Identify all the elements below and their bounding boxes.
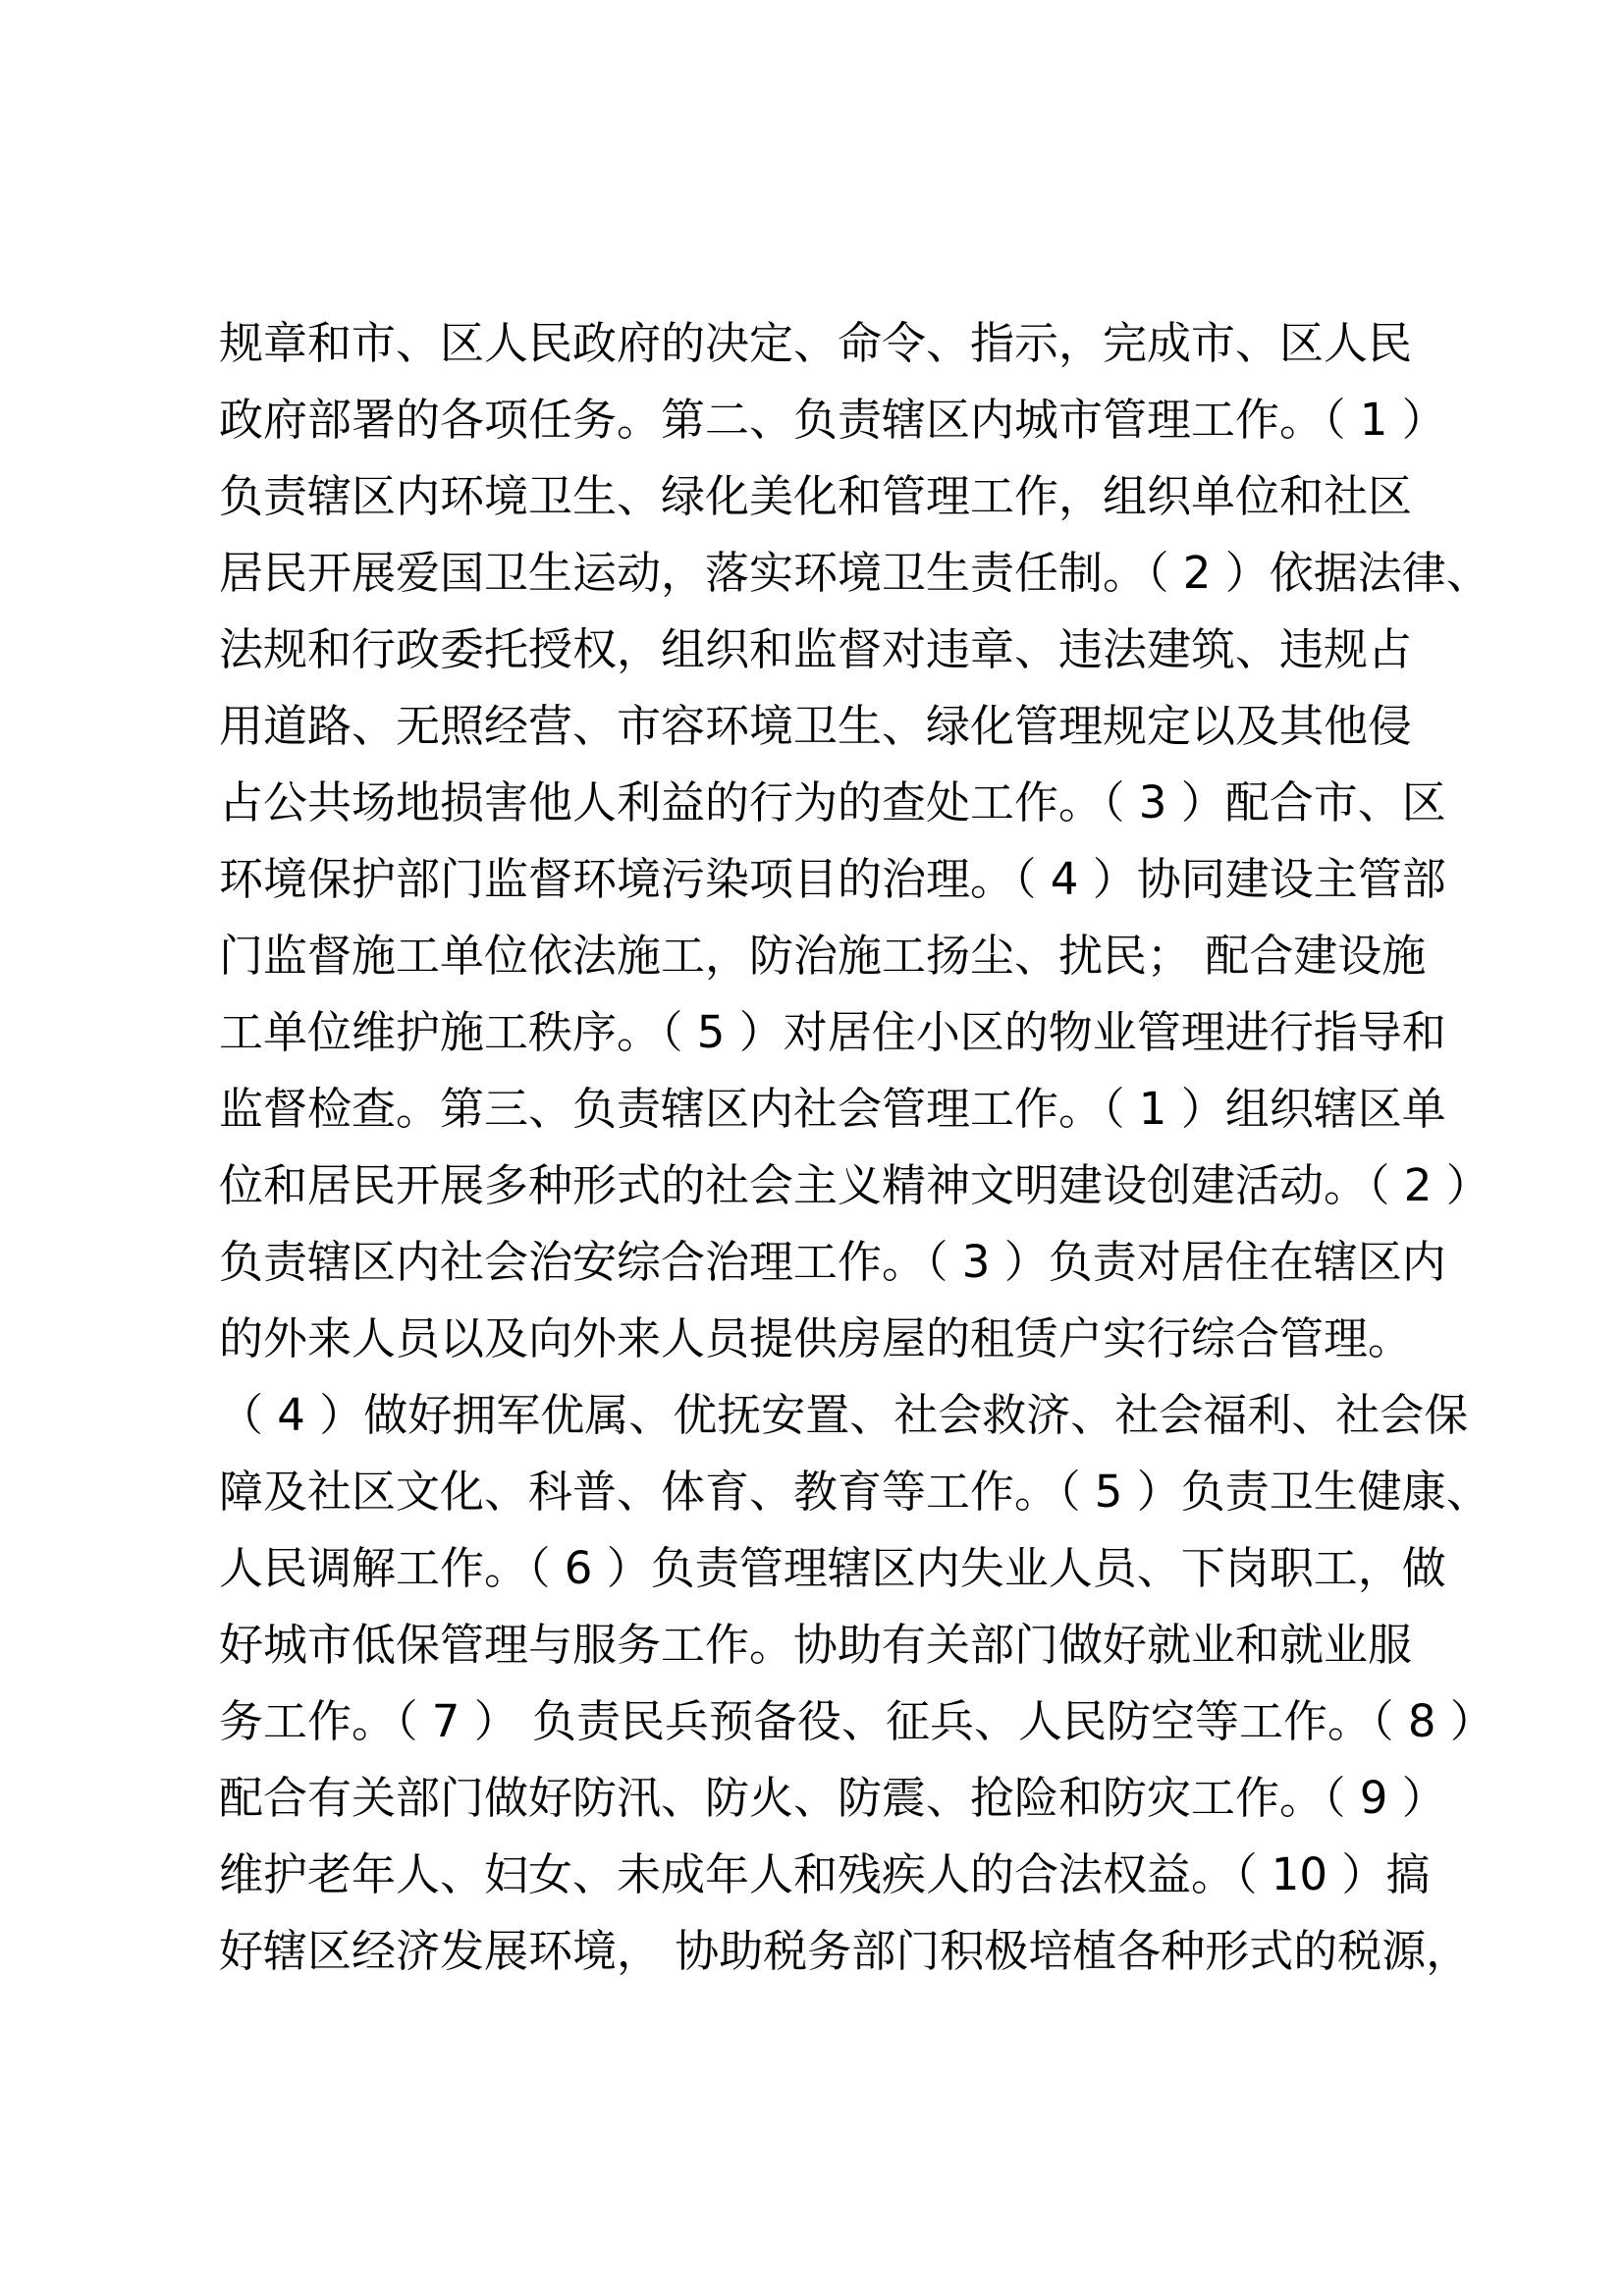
text-line: 务工作。（ 7 ） 负责民兵预备役、征兵、人民防空等工作。（ 8 ）: [219, 1695, 1494, 1747]
text-line: 占公共场地损害他人利益的行为的查处工作。（ 3 ）配合市、区: [219, 776, 1446, 828]
text-line: 政府部署的各项任务。第二、负责辖区内城市管理工作。（ 1 ）: [219, 394, 1446, 446]
text-line: （ 4 ）做好拥军优属、优抚安置、社会救济、社会福利、社会保: [219, 1389, 1469, 1441]
text-line: 障及社区文化、科普、体育、教育等工作。（ 5 ）负责卫生健康、: [219, 1466, 1490, 1518]
text-line: 环境保护部门监督环境污染项目的治理。（ 4 ）协同建设主管部: [219, 853, 1446, 905]
text-line: 监督检查。第三、负责辖区内社会管理工作。（ 1 ）组织辖区单: [219, 1083, 1446, 1135]
body-text: [219, 305, 1495, 1990]
text-line: 法规和行政委托授权，组织和监督对违章、违法建筑、违规占: [219, 623, 1413, 675]
text-line: 位和居民开展多种形式的社会主义精神文明建设创建活动。（ 2 ）: [219, 1159, 1490, 1211]
text-line: 维护老年人、妇女、未成年人和残疾人的合法权益。（ 10 ）搞: [219, 1848, 1431, 1900]
text-line: 负责辖区内环境卫生、绿化美化和管理工作，组织单位和社区: [219, 470, 1413, 522]
text-line: 好辖区经济发展环境， 协助税务部门积极培植各种形式的税源，: [219, 1925, 1471, 1977]
text-line: 配合有关部门做好防汛、防火、防震、抢险和防灾工作。（ 9 ）: [219, 1772, 1446, 1824]
text-line: 门监督施工单位依法施工，防治施工扬尘、扰民； 配合建设施: [219, 930, 1427, 982]
text-line: 居民开展爱国卫生运动，落实环境卫生责任制。（ 2 ）依据法律、: [219, 547, 1490, 599]
text-line: 负责辖区内社会治安综合治理工作。（ 3 ）负责对居住在辖区内: [219, 1236, 1446, 1288]
text-line: 用道路、无照经营、市容环境卫生、绿化管理规定以及其他侵: [219, 700, 1413, 752]
text-line: 好城市低保管理与服务工作。协助有关部门做好就业和就业服: [219, 1619, 1413, 1671]
text-line: 规章和市、区人民政府的决定、命令、指示，完成市、区人民: [219, 317, 1413, 369]
text-line: 的外来人员以及向外来人员提供房屋的租赁户实行综合管理。: [219, 1312, 1413, 1364]
text-line: 工单位维护施工秩序。（ 5 ）对居住小区的物业管理进行指导和: [219, 1006, 1446, 1058]
text-line: 人民调解工作。（ 6 ）负责管理辖区内失业人员、下岗职工，做: [219, 1542, 1446, 1594]
